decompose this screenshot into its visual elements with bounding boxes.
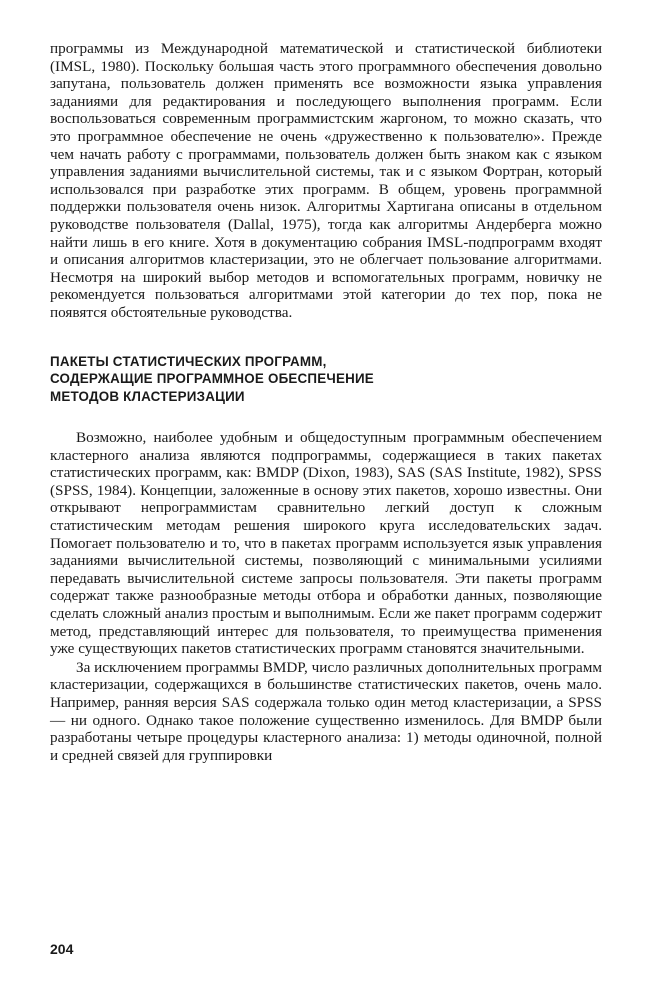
paragraph-bmdp-procedures: За исключением программы BMDP, число различных дополнительных программ кластеризации, содержащихся в большинстве статистических пакетов, очень мало. Например, ранняя версия SAS содержала только один метод кластеризации, а SPSS — ни одного. Однако такое положение существенно изменилось. Для BMDP были разработаны четыре процедуры кластерного анализа: 1) методы одиночной, полной и средней связей для группировки [50, 658, 602, 764]
section-heading-line: СОДЕРЖАЩИЕ ПРОГРАММНОЕ ОБЕСПЕЧЕНИЕ [50, 371, 374, 386]
paragraph-statistical-packages: Возможно, наиболее удобным и общедоступным программным обеспечением кластерного анализа являются подпрограммы, содержащиеся в таких пакетах статистических программ, как: BMDP (Dixon, 1983), SAS (SAS Institute, 1982), SPSS (SPSS, 1984). Концепции, заложенные в основу этих пакетов, хорошо известны. Они открывают непрограммистам сравнительно легкий доступ к сложным статистическим методам решения широкого круга исследовательских задач. Помогает пользователю и то, что в пакетах программ используется язык управления заданиями вычислительной системы, позволяющий с минимальными усилиями передавать вычислительной системе запросы пользователя. Эти пакеты программ содержат также разнообразные методы отбора и обработки данных, позволяющие сделать сложный анализ простым и выполнимым. Если же пакет программ содержит метод, представляющий интерес для пользователя, то преимущества применения уже существующих пакетов статистических программ становятся значительными. [50, 429, 602, 658]
page-number: 204 [50, 941, 74, 957]
section-heading [50, 322, 602, 430]
page-body [50, 40, 602, 764]
section-heading-line: МЕТОДОВ КЛАСТЕРИЗАЦИИ [50, 388, 245, 404]
paragraph-imsl-software: программы из Международной математической и статистической библиотеки (IMSL, 1980). Поскольку большая часть этого программного обеспечения довольно запутана, пользователь должен применять все возможности языка управления заданиями для редактирования и последующего выполнения программ. Если воспользоваться современным программистским жаргоном, то можно сказать, что это программное обеспечение не очень «дружественно к пользователю». Прежде чем начать работу с программами, пользователь должен быть знаком как с языком управления заданиями вычислительной системы, так и с языком Фортран, который использовался при разработке этих программ. В общем, уровень программной поддержки пользователя очень низок. Алгоритмы Хартигана описаны в отдельном руководстве пользователя (Dallal, 1975), тогда как алгоритмы Андерберга можно найти лишь в его книге. Хотя в документацию собрания IMSL-подпрограмм входят и описания алгоритмов кластеризации, это не облегчает пользование алгоритмами. Несмотря на широкий выбор методов и вспомогательных программ, новичку не рекомендуется пользоваться алгоритмами этой категории до тех пор, пока не появятся обстоятельные руководства. [50, 40, 602, 321]
section-heading-line: ПАКЕТЫ СТАТИСТИЧЕСКИХ ПРОГРАММ, [50, 353, 327, 369]
